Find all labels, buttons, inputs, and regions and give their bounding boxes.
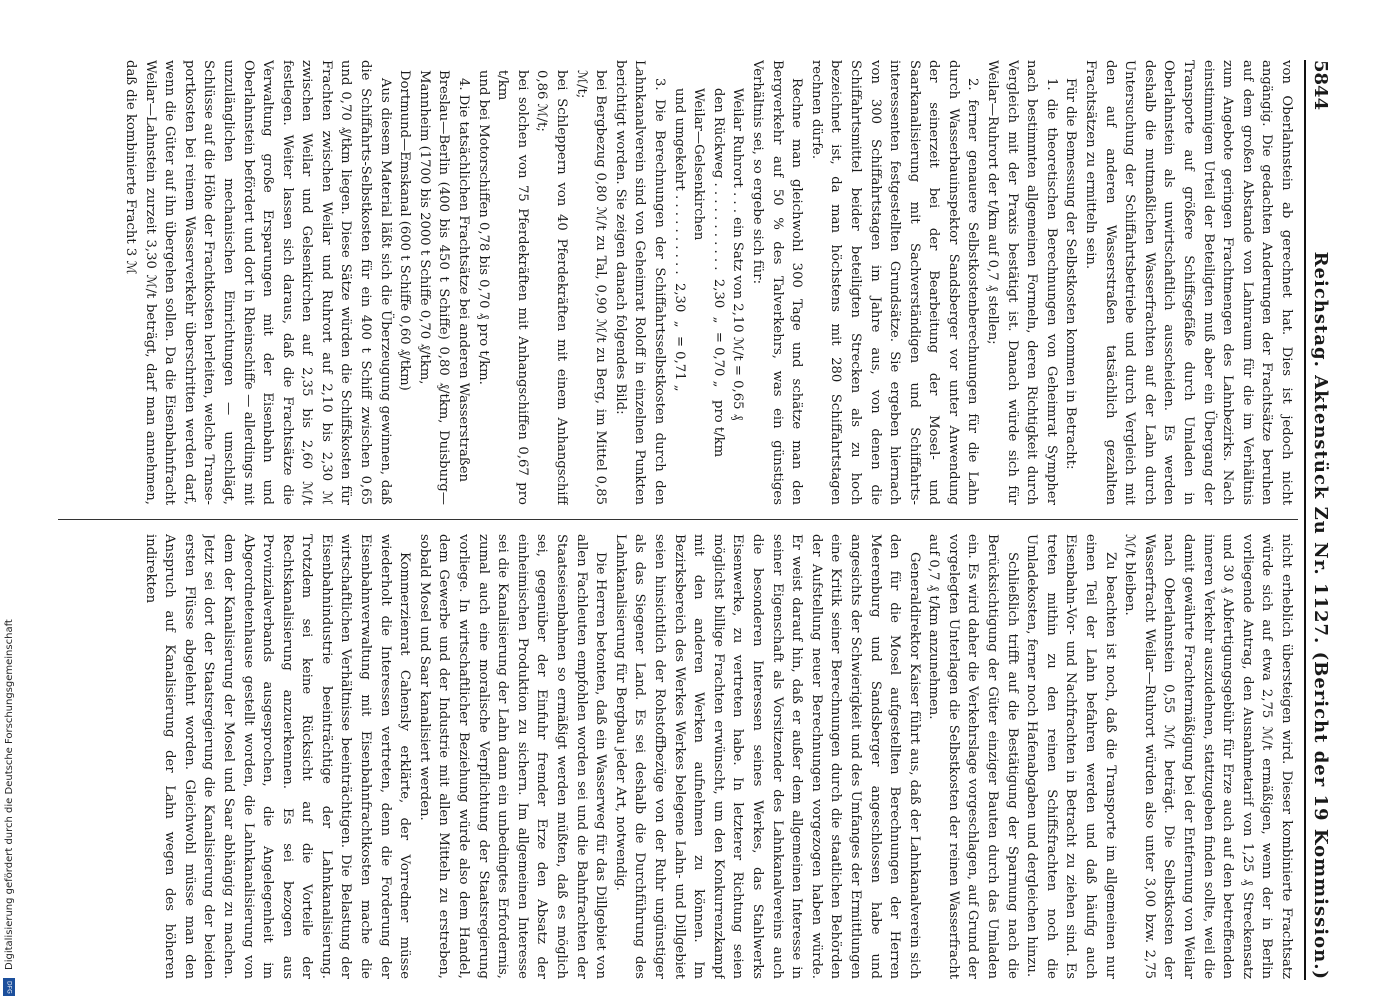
paragraph: Breslau—Berlin (400 bis 450 t Schiffe) 0,80 ₰/tkm, Duisburg—Mannheim (1700 bis 2000 t Schiffe 0,70 ₰/tkm, [416, 70, 452, 505]
paragraph: Zu beachten ist noch, daß die Transporte im allgemeinen nur einen Teil der Lahn befahren werden und daß häufig auch Eisenbahn-Vor- und Nachfrachten in Betracht zu ziehen sind. Es treten mithin zu den reinen Schiffsfrachten noch die Umladekosten, ferner noch Hafenabgaben und dergleichen hinzu. [1024, 534, 1118, 979]
right-column [56, 534, 1296, 979]
column-divider [58, 519, 1298, 520]
document-page [50, 60, 1340, 980]
paragraph: bei Bergbezug 0,80 ℳ/t zu Tal, 0,90 ℳ/t zu Berg, im Mittel 0,85 ℳ/t; [573, 70, 609, 505]
left-column [56, 60, 1296, 505]
paragraph: von Oberlahnstein ab gerechnet hat. Dies ist jedoch nicht angängig. Die gedachten Anderungen der Frachtsätze beruhen auf dem großen Abstande von Lahnraum für die im Verhältnis zum Angebote geringen Frachtmengen des Lahnbezirks. Nach einstimmigem Urteil der Beteiligten muß aber ein Übergang der Transporte auf größere Schiffsgefäße durch Umladen in Oberlahnstein als unwirtschaftlich ausscheiden. Es werden deshalb die mutmaßlichen Wasserfrachten auf der Lahn durch Untersuchung der Schiffahrtsbetriebe und durch Vergleich mit den auf anderen Wasserstraßen tatsächlich gezahlten Frachtsätzen zu ermitteln sein. [1083, 60, 1294, 505]
page-header [1304, 60, 1340, 980]
paragraph: und umgekehrt . . . . . . . . . . 2,30 „ = 0,71 „ [671, 88, 687, 392]
paragraph: nicht erheblich übersteigen wird. Dieser kombinierte Frachtsatz würde sich auf etwa 2,75 ℳ/t ermäßigen, wenn der in Berlin vorliegende Antrag, den Ausnahmetarif von 1,25 ₰ Streckensatz und 30 ₰ Abfertigungsgebühr für Erze auch auf den betreffenden inneren Verkehr auszudehnen, stattzugeben finden sollte, weil die damit gewährte Frachtermäßigung bei der Entfernung von Weilar nach Oberlahnstein 0,55 ℳ/t beträgt. Die Selbstkosten der Wasserfracht Weilar—Ruhrort würden also unter 3,00 bzw. 2,75 ℳ/t bleiben. [1122, 534, 1294, 979]
paragraph: bei Schleppern von 40 Pferdekräften mit einem Anhangschiff 0,86 ℳ/t; [534, 70, 570, 505]
paragraph: Kommerzienrat Cahensly erklärte, der Vorredner müsse wiederholt die Interessen vertreten, denn die Forderung der Eisenbahnverwaltung mit Eisenbahnfrachtkosten mache die wirtschaftlichen Verhältnisse beeinträchtigen. Die Belastung der Eisenbahnindustrie beeinträchtige der Lahnkanalisierung. Trotzdem sei keine Rücksicht auf die Vorteile der Rechtskanalisierung anzuerkennen. Es sei bezogen aus Provinzialverbands ausgesprochen, die Angelegenheit im Abgeordnetenhause gestellt worden, die Lahnkanalisierung von dem der Kanalisierung der Mosel und Saar abhängig zu machen. Jetzt sei dort der Staatsregierung die Kanalisierung der beiden ersten Flüsse abgelehnt worden. Gleichwohl müsse man den Anspruch auf Kanalisierung der Lahn wegen des höheren indirekten [142, 534, 413, 979]
paragraph: Dortmund—Emskanal (600 t Schiffe 0,60 ₰/tkm) [397, 70, 413, 391]
page-title: Reichstag. Aktenstück Zu Nr. 1127. (Bericht der 19 Kommission.) [1310, 251, 1331, 980]
paragraph: 4. Die tatsächlichen Frachtsätze bei anderen Wasserstraßen [456, 78, 472, 483]
page-number: 5844 [1310, 60, 1331, 111]
paragraph: 1. die theoretischen Berechnungen von Geheimrat Sympher nach bestimmten allgemeinen Formeln, deren Richtigkeit durch Vergleich mit der Praxis bestätigt ist. Danach würde sich für Weilar—Ruhrort der t/km auf 0,7 ₰ stellen; [985, 60, 1059, 505]
paragraph: Generaldirektor Kaiser führt aus, daß der Lahnkanalverein sich den für die Mosel aufgestellten Berechnungen der Herren Meerenburg und Sandsberger angeschlossen habe und angesichts der Schwierigkeit und des Umfanges der Ermittlungen eine Kritik seiner Berechnungen durch die staatlichen Behörden der Aufstellung neuer Berechnungen vorgezogen haben würde. Er weist darauf hin, daß er außer dem allgemeinen Interesse in seiner Eigenschaft als Vorsitzender des Lahnkanalvereins auch die besonderen Interessen seines Werkes, das Stahlwerks Eisenwerke, zu vertreten habe. In letzterer Richtung seien möglichst billige Frachten erwünscht, um den Konkurrenzkampf mit den anderen Werken aufnehmen zu können. Im Bezirksbereich des Werkes Werkes belegene Lahn- und Dillgebiet seien hinsichtlich der Rohstoffbezüge von der Ruhr ungünstiger als das Siegener Land. Es sei deshalb die Durchführung des Lahnkanalisierung für Bergbau jeder Art, notwendig. [612, 534, 922, 979]
paragraph: 3. Die Berechnungen der Schiffahrtsselbstkosten durch den Lahnkanalverein sind von Geheimrat Roloff in einzelnen Punkten berichtigt worden. Sie zeigen danach folgendes Bild: [612, 60, 667, 505]
paragraph: Rechne man gleichwohl 300 Tage und schätze man den Bergverkehr auf 50 % des Talverkehrs, was ein günstiges Verhältnis sei, so ergebe sich für: [749, 60, 805, 505]
paragraph: Aus diesem Material läßt sich die Überzeugung gewinnen, daß die Schiffahrts-Selbstkosten für ein 400 t Schiff zwischen 0,65 und 0,70 ₰/tkm liegen. Diese Sätze würden die Schiffskosten für Frachten zwischen Weilar und Ruhrort auf 2,10 bis 2,30 ℳ zwischen Weilar und Gelsenkirchen auf 2,35 bis 2,60 ℳ/t festlegen. Weiter lassen sich daraus, daß die Frachtsätze die Verwaltung große Ersparungen mit der Eisenbahn und Oberlahnstein befördert und dort in Rheinschiffe — allerdings mit unzulänglichen mechanischen Einrichtungen — umschlägt, Schlüsse auf die Höhe der Frachtkosten herleiten, welche Transeportkosten bei reinem Wasserverkehr überschritten werden darf, wenn die Güter auf ihn übergehen sollen. Da die Eisenbahnfracht Weilar—Lahnstein zurzeit 3,30 ℳ/t beträgt, darf man annehmen, daß die kombinierte Fracht 3 ℳ [122, 60, 393, 505]
paragraph: und bei Motorschiffen 0,78 bis 0,70 ₰ pro t/km. [475, 70, 491, 385]
paragraph: Weilar Ruhrort . . . ein Satz von 2,10 ℳ/t = 0,65 ₰ [730, 88, 746, 421]
paragraph: 2. ferner genauere Selbstkostenberechnungen für die Lahn durch Wasserbauinspektor Sandsberger vor unter Anwendung der seinerzeit bei der Bearbeitung der Mosel- und Saarkanalisierung mit Sachverständigen und Schiffahrtsinteressenten festgestellten Grundsätze. Sie ergeben hiernach von 300 Schiffahrtstagen im Jahre aus, von denen die Schiffahrtsmittel beider beteiligten Strecken als zu hoch bezeichnet ist, da man höchstens mit 280 Schiffahrtstagen rechnen dürfe. [808, 60, 981, 505]
paragraph: den Rückweg . . . . . . . . . . . 2,30 „ = 0,70 „ pro t/km [710, 88, 726, 458]
paragraph: Die Herren betonten, daß ein Wasserweg für das Dillgebiet von allen Fachleuten empfohlen worden sei und die Bahnfrachten der Staatseisenbahnen so ermäßigt werden müßten, daß es möglich sei, gegenüber der Einfuhr fremder Erze den Absatz der einheimischen Produktion zu sichern. Im allgemeinen Interesse sei die Kanalisierung der Lahn dann ein unbedingtes Erfordernis, zumal auch eine moralische Verpflichtung der Staatsregierung vorliege. In wirtschaftlicher Beziehung würde also dem Handel, dem Gewerbe und der Industrie mit allen Mitteln zu erstreben, sobald Mosel und Saar kanalisiert werden. [416, 534, 609, 979]
dfg-logo: DFG [3, 978, 15, 996]
paragraph: bei solchen von 75 Pferdekräften mit Anhangschiffen 0,67 pro t/km [495, 70, 530, 505]
digitization-credit: Digitalisierung gefördert durch die Deutsche Forschungsgemeinschaft [4, 619, 15, 970]
paragraph: Weilar—Gelsenkirchen [691, 88, 707, 241]
paragraph: Schließlich trifft auf die Bestätigung der Sparnung nach die Berücksichtigung der Güter einziger Bauten durch das Umladen ein. Es wird daher die Verkehrslage vorgeschlagen, auf Grund der vorgelegten Unterlagen die Selbstkosten der reinen Wasserfracht auf 0,7 ₰ t/km anzunehmen. [926, 534, 1020, 979]
paragraph: Für die Bemessung der Selbstkosten kommen in Betracht: [1063, 78, 1079, 470]
